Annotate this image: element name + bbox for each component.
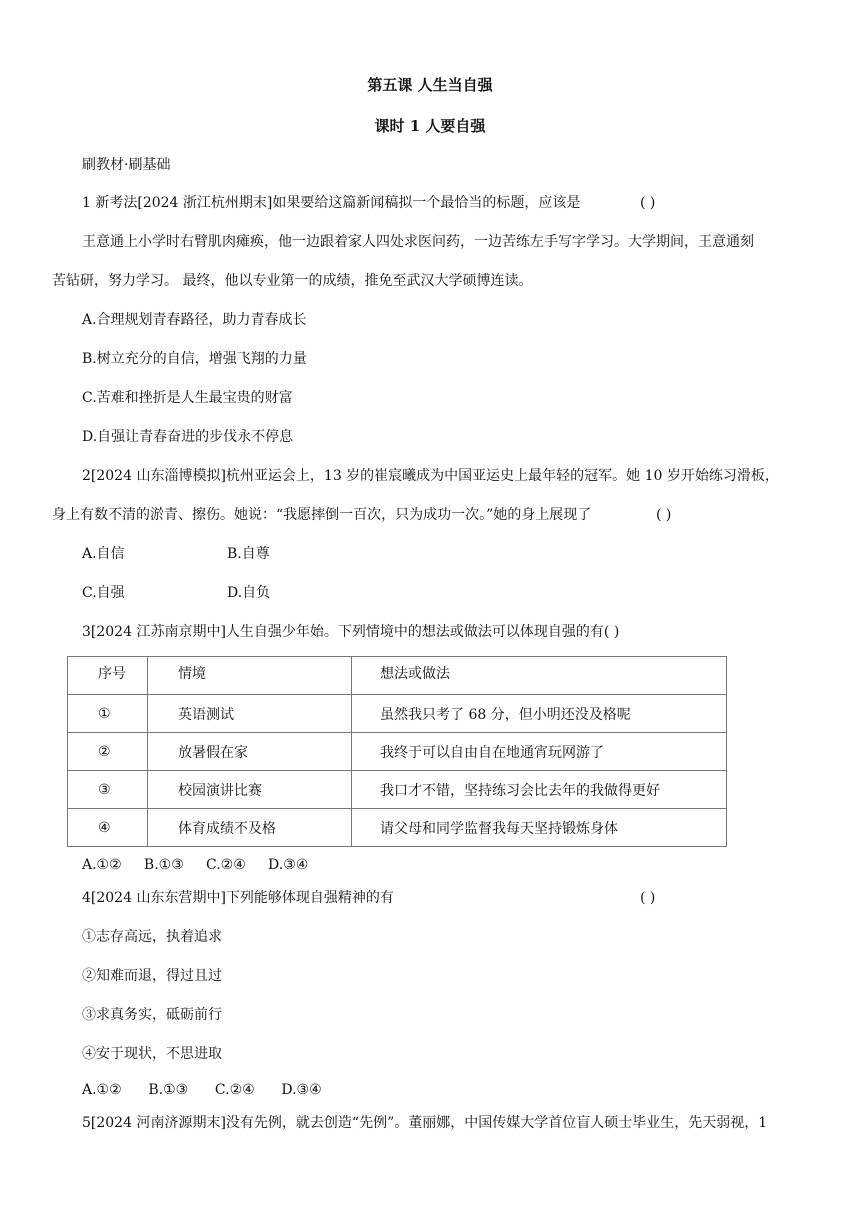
q2-option-b: B.自尊 [227,546,270,562]
table-row [68,695,727,733]
q4-item-3: ③求真务实，砥砺前行 [82,1007,222,1023]
table-row [68,733,727,771]
q4-answer-paren: ( ) [640,890,656,906]
q2-stem-line1: 2[2024 山东淄博模拟]杭州亚运会上，13 岁的崔宸曦成为中国亚运史上最年轻的冠军。她 10 岁开始练习滑板， [82,468,779,484]
table-cell-thought: 虽然我只考了 68 分，但小明还没及格呢 [352,695,727,733]
q1-passage-line2: 苦钻研，努力学习。 最终，他以专业第一的成绩，推免至武汉大学硕博连读。 [52,273,533,289]
q2-option-d: D.自负 [227,585,271,601]
q2-options-row2 [82,583,271,603]
table-cell-index: ① [68,695,148,733]
q2-options-row1 [82,544,270,564]
table-row [68,771,727,809]
q1-stem: 1 新考法[2024 浙江杭州期末]如果要给这篇新闻稿拟一个最恰当的标题，应该是 [82,195,581,211]
q2-stem-line2: 身上有数不清的淤青、擦伤。她说：“我愿摔倒一百次，只为成功一次。”她的身上展现了 [52,507,592,523]
q4-options: A.①② B.①③ C.②④ D.③④ [82,1082,322,1098]
table-cell-thought: 请父母和同学监督我每天坚持锻炼身体 [352,809,727,847]
table-header-row [68,657,727,695]
session-title: 课时 1 人要自强 [374,117,486,135]
table-header-thought: 想法或做法 [352,657,727,695]
table-header-index: 序号 [68,657,148,695]
q3-options: A.①② B.①③ C.②④ D.③④ [82,857,309,873]
q4-item-1: ①志存高远，执着追求 [82,929,222,945]
lesson-title: 第五课 人生当自强 [367,76,493,94]
table-cell-situation: 体育成绩不及格 [148,809,352,847]
q2-option-a: A.自信 [82,546,125,562]
table-cell-situation: 校园演讲比赛 [148,771,352,809]
table-cell-situation: 英语测试 [148,695,352,733]
q1-option-d: D.自强让青春奋进的步伐永不停息 [82,429,294,445]
q2-option-c: C.自强 [82,585,125,601]
table-cell-thought: 我口才不错，坚持练习会比去年的我做得更好 [352,771,727,809]
table-cell-index: ③ [68,771,148,809]
q1-option-a: A.合理规划青春路径，助力青春成长 [82,312,307,328]
q4-stem: 4[2024 山东东营期中]下列能够体现自强精神的有 [82,890,394,906]
table-cell-index: ④ [68,809,148,847]
q1-passage-line1: 王意通上小学时右臂肌肉瘫痪，他一边跟着家人四处求医问药，一边苦练左手写字学习。大学期间，王意通刻 [82,234,754,250]
q4-item-4: ④安于现状，不思进取 [82,1046,222,1062]
table-cell-situation: 放暑假在家 [148,733,352,771]
section-label: 刷教材·刷基础 [82,157,171,173]
q1-option-c: C.苦难和挫折是人生最宝贵的财富 [82,390,293,406]
q1-answer-paren: ( ) [640,195,656,211]
q5-stem: 5[2024 河南济源期末]没有先例，就去创造“先例”。董丽娜，中国传媒大学首位盲人硕士毕业生，先天弱视，1 [82,1115,768,1131]
q4-item-2: ②知难而退，得过且过 [82,968,222,984]
table-header-situation: 情境 [148,657,352,695]
q3-stem: 3[2024 江苏南京期中]人生自强少年始。下列情境中的想法或做法可以体现自强的有( ) [82,624,620,640]
table-cell-index: ② [68,733,148,771]
q1-option-b: B.树立充分的自信，增强飞翔的力量 [82,351,307,367]
q2-answer-paren: ( ) [656,507,672,523]
table-cell-thought: 我终于可以自由自在地通宵玩网游了 [352,733,727,771]
table-row [68,809,727,847]
q3-situation-table [67,656,727,847]
